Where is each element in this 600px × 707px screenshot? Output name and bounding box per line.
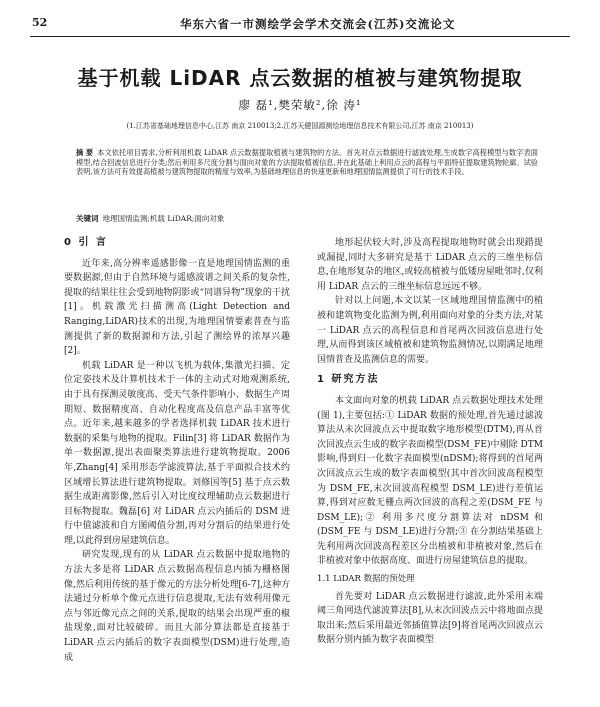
intro-paragraph-1: 近年来,高分辨率遥感影像一直是地理国情监测的重要数据源,但由于自然环境与遥感波谱之间关系的复杂性,提取的结果往往会受到地物阴影或“同谱异物”现象的干扰[1]。机载激光扫描测高(Light Detection and Ranging,LiDAR)技术的出现,为地理国情要素普查与监测提供了新的数据源和方法,引起了测绘界的浓厚兴趣[2]。 <box>64 258 290 357</box>
left-column <box>64 236 290 665</box>
section-heading-method: 1 研究方法 <box>317 374 380 386</box>
intro-paragraph-4: 地形起伏较大时,涉及高程提取地物时就会出现錯提或漏提,同时大多研究是基于 LiDAR 点云的三维坐标信息,在地形复杂的地区,或较高植被与低矮房屋毗邻时,仅利用 LiDAR 点云的三维坐标信息远远不够。 <box>317 238 543 292</box>
journal-title: 华东六省一市测绘学会学术交流会(江苏)交流论文 <box>180 17 456 31</box>
intro-paragraph-5: 针对以上问题,本文以某一区域地理国情监测中的植被和建筑物变化监测为例,利用面向对象的分类方法,对某一 LiDAR 点云的高程信息和首尾两次回波信息进行处理,从而得到该区域植被和建筑物监测情况,以期满足地理国情普查及监测信息的需要。 <box>317 296 543 365</box>
authors: 廖 磊¹,樊荣敏²,徐 涛¹ <box>238 98 362 112</box>
running-header <box>30 14 570 37</box>
method-paragraph-2: 首先要对 LiDAR 点云数据进行滤波,此外采用末端阈三角网迭代滤波算法[8],从末次回波点云中将地面点提取出来;然后采用最近邻插值算法[9]将首尾两次回波点云数据分别内插为数字表面模型 <box>317 591 543 646</box>
method-paragraph-1: 本文面向对象的机载 LiDAR 点云数据处理技术处理(图 1),主要包括:① LiDAR 数据的预处理,首先通过滤波算法从未次回波点云中提取数字地形模型(DTM),再从首次回波点云生成的数字表面模型(DSM_FE)中剔除 DTM 影响,得到归一化数字表面模型(nDSM);将得到的首尾两次回波点云生成的数字表面模型(其中首次回波高程模型为 DSM_FE,末次回波高程模型 DSM_LE)进行差值运算,得到对应数无栅点两次回波的高程之差(DSM_FE 与 DSM_LE);② 利用多尺度分割算法对 nDSM 和(DSM_FE 与 DSM_LE)进行分割;③ 在分割结果基础上先利用两次回波高程差区分出植被和非植被对象,然后在非植被对象中依据高度、面进行房屋建筑信息的提取。 <box>317 395 543 567</box>
page-number: 52 <box>32 16 48 29</box>
abstract <box>76 148 538 177</box>
right-column <box>317 236 543 648</box>
abstract-label: 摘 要 <box>76 148 94 157</box>
keywords <box>76 213 224 224</box>
keywords-text: 地理国情监测;机载 LiDAR;面向对象 <box>102 214 225 223</box>
intro-paragraph-3: 研究发现,现有的从 LiDAR 点云数据中提取地物的方法大多是将 LiDAR 点云数据高程信息内插为栅格图像,然后利用传统的基于像元的方法分析处理[6-7],这种方法通过分析单个像元点进行信息提取,无法有效利用像元点与邻近像元点之间的关系,提取的结果会出现严重的椒盐现象,面对比较破碎。而且大部分算法都是直接基于 LiDAR 点云内插后的数字表面模型(DSM)进行处理,造成 <box>64 550 290 663</box>
keywords-label: 关键词 <box>76 214 99 223</box>
paper-title: 基于机载 LiDAR 点云数据的植被与建筑物提取 <box>77 66 523 90</box>
intro-paragraph-2: 机载 LiDAR 是一种以飞机为载体,集激光扫描、定位定姿技术及计算机技术于一体的主动式对地观测系统,由于具有探测灵敏度高、受天气条件影响小、数据生产周期短、数据精度高、自动化程度高及信息产品丰富等优点。近年来,越来越多的学者选择机载 LiDAR 技术进行数据的采集与地物的提取。Filin[3] 将 LiDAR 数据作为单一数据源,提出表面聚类算法进行建筑物提取。2006 年,Zhang[4] 采用形态学滤波算法,基于平面拟合技术约区域增长算法进行建筑物提取。刘修国等[5] 基于点云数据生成距离影像,然后引入对比度纹理辅助点云数据进行目标物提取。魏磊[6] 对 LiDAR 点云内插后的 DSM 进行中值滤波和自方图阈值分割,再对分割后的结果进行处理,以此得到房屋建筑信息。 <box>64 360 290 546</box>
affiliation: (1.江苏省基础地理信息中心,江苏 南京 210013;2.江苏天健国源测绘地理信息技术有限公司,江苏 南京 210013) <box>126 122 474 130</box>
section-heading-introduction: 0 引 言 <box>64 237 108 248</box>
subsection-heading-preprocessing: 1.1 LiDAR 数据的预处理 <box>317 574 415 585</box>
abstract-text: 本文依托项目需求,分析利用机载 LiDAR 点云数据提取植被与建筑物的方法。首先对点云数据进行滤波处理,生成数字高程模型与数字表面模型,结合回波信息进行分类;然后利用多尺度分割与面向对象的方法提取植被信息,并在此基础上利用点云的高程与平面特征提取建筑物轮廓。试验表明,该方法可有效提高植被与建筑物提取的精度与效率,为基础地理信息的快速更新和地理国情监测提供了可行的技术手段。 <box>76 148 538 177</box>
